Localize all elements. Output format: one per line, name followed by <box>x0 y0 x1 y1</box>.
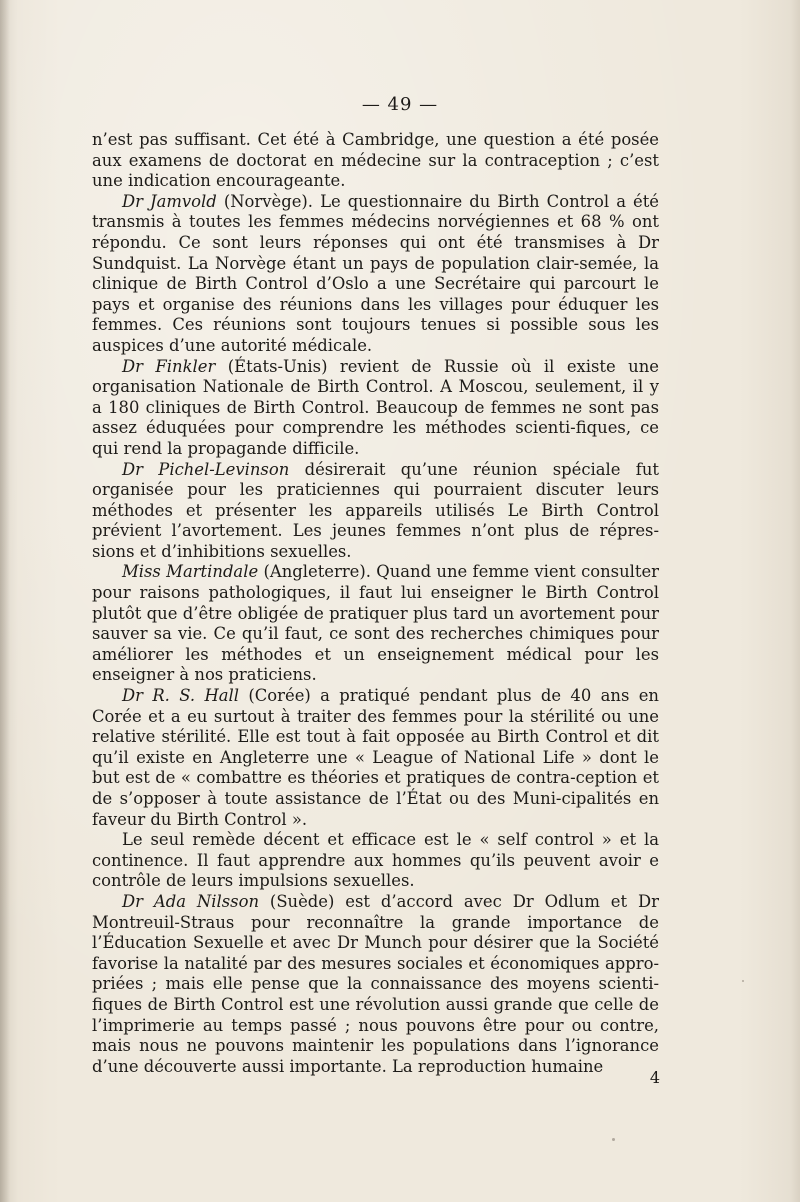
speaker-name: Dr Ada Nilsson <box>122 891 259 911</box>
signature-mark: 4 <box>649 1068 660 1087</box>
speaker-name: Dr Finkler <box>122 356 216 376</box>
body-text <box>92 130 659 1077</box>
speaker-name: Dr Jamvold <box>122 191 217 211</box>
paragraph-text: (Angleterre). Quand une femme vient consulter pour raisons pathologiques, il faut lui enseigner le Birth Control plutôt que d’être obligée de pratiquer plus tard un avortement pour sauver sa vie. Ce qu’il faut, ce sont des recherches chimiques pour améliorer les méthodes et un enseignement médical pour les enseigner à nos praticiens. <box>92 562 660 685</box>
paragraph-text: désirerait qu’une réunion spéciale fut organisée pour les praticiennes qui pourraient discuter leurs méthodes et présenter les appareils utilisés Le Birth Control prévient l’avortement. Les jeunes femmes n’ont plus de répres-sions et d’inhibitions sexuelles. <box>92 459 660 561</box>
paragraph <box>92 192 659 357</box>
paragraph-text: (Norvège). Le questionnaire du Birth Control a été transmis à toutes les femmes médecins norvégiennes et 68 % ont répondu. Ce sont leurs réponses qui ont été transmises à Dr Sundquist. La Norvège étant un pays de population clair-semée, la clinique de Birth Control d’Oslo a une Secrétaire qui parcourt le pays et organise des réunions dans les villages pour éduquer les femmes. Ces réunions sont toujours tenues si possible sous les auspices d’une autorité médicale. <box>92 191 659 355</box>
paragraph <box>92 830 659 892</box>
speaker-name: Dr Pichel-Levinson <box>122 459 290 479</box>
paragraph-text: (Suède) est d’accord avec Dr Odlum et Dr Montreuil-Straus pour reconnaître la grande importance de l’Éducation Sexuelle et avec Dr Munch pour désirer que la Société favorise la natalité par des mesures sociales et économiques appro-priées ; mais elle pense que la connaissance des moyens scienti-fiques de Birth Control est une révolution aussi grande que celle de l’imprimerie au temps passé ; nous pouvons être pour ou contre, mais nous ne pouvons maintenir les populations dans l’ignorance d’une découverte aussi importante. La reproduction humaine <box>92 891 659 1076</box>
paragraph-text: n’est pas suffisant. Cet été à Cambridge, une question a été posée aux examens de doctorat en médecine sur la contraception ; c’est une indication encourageante. <box>92 130 659 191</box>
paragraph <box>92 562 659 686</box>
paragraph-text: (États-Unis) revient de Russie où il existe une organisation Nationale de Birth Control. A Moscou, seulement, il y a 180 cliniques de Birth Control. Beaucoup de femmes ne sont pas assez éduquées pour comprendre les méthodes scienti-fiques, ce qui rend la propagande difficile. <box>92 356 659 458</box>
paragraph-text: Le seul remède décent et efficace est le « self control » et la continence. Il faut apprendre aux hommes qu’ils peuvent avoir e contrôle de leurs impulsions sexuelles. <box>92 830 659 891</box>
speaker-name: Dr R. S. Hall <box>122 686 239 706</box>
paragraph-text: (Corée) a pratiqué pendant plus de 40 ans en Corée et a eu surtout à traiter des femmes pour la stérilité ou une relative stérilité. Elle est tout à fait opposée au Birth Control et dit qu’il existe en Angleterre une « League of National Life » dont le but est de « combattre es théories et pratiques de contra-ception et de s’opposer à toute assistance de l’État ou des Muni-cipalités en faveur du Birth Control ». <box>92 686 659 829</box>
paragraph <box>92 130 659 192</box>
page-edge-shadow <box>0 0 10 1202</box>
speaker-name: Miss Martindale <box>122 562 259 582</box>
paragraph <box>92 460 659 563</box>
page-number-header: — 49 — <box>361 94 439 115</box>
paragraph <box>92 357 659 460</box>
paper-speck <box>742 980 744 982</box>
paper-speck <box>612 1138 615 1141</box>
paragraph <box>92 892 659 1077</box>
paragraph <box>92 686 659 830</box>
